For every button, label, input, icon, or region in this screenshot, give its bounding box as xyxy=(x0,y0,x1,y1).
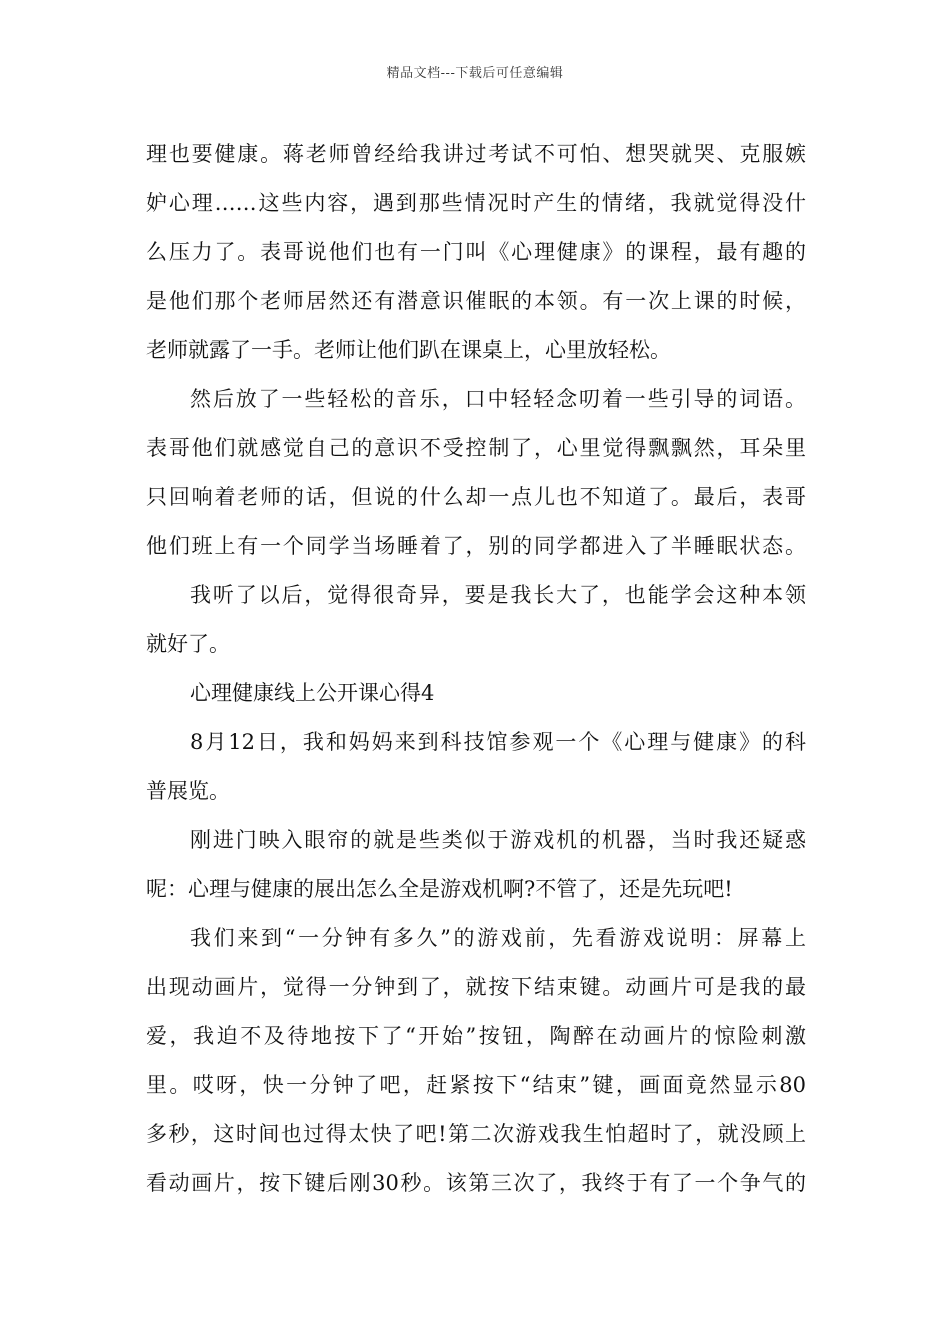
text-line: 只回响着老师的话，但说的什么却一点儿也不知道了。最后，表哥 xyxy=(146,485,806,509)
text-line: 心理健康线上公开课心得4 xyxy=(190,681,435,705)
text-line: 呢：心理与健康的展出怎么全是游戏机啊?不管了，还是先玩吧! xyxy=(146,877,733,901)
text-line: 理也要健康。蒋老师曾经给我讲过考试不可怕、想哭就哭、克服嫉 xyxy=(146,142,806,166)
text-line: 普展览。 xyxy=(146,779,230,803)
text-line: 他们班上有一个同学当场睡着了，别的同学都进入了半睡眠状态。 xyxy=(146,534,806,558)
text-line: 爱，我迫不及待地按下了“开始”按钮，陶醉在动画片的惊险刺激 xyxy=(146,1024,806,1048)
text-line: 8月12日，我和妈妈来到科技馆参观一个《心理与健康》的科 xyxy=(190,730,806,754)
text-line: 刚进门映入眼帘的就是些类似于游戏机的机器，当时我还疑惑 xyxy=(190,828,806,852)
text-line: 是他们那个老师居然还有潜意识催眠的本领。有一次上课的时候， xyxy=(146,289,806,313)
text-line: 多秒，这时间也过得太快了吧!第二次游戏我生怕超时了，就没顾上 xyxy=(146,1122,806,1146)
page-header: 精品文档---下载后可任意编辑 xyxy=(386,66,564,81)
text-line: 表哥他们就感觉自己的意识不受控制了，心里觉得飘飘然，耳朵里 xyxy=(146,436,806,460)
text-line: 出现动画片，觉得一分钟到了，就按下结束键。动画片可是我的最 xyxy=(146,975,806,999)
document-body xyxy=(146,130,806,1208)
text-line: 我听了以后，觉得很奇异，要是我长大了，也能学会这种本领 xyxy=(190,583,806,607)
text-line: 我们来到“一分钟有多久”的游戏前，先看游戏说明：屏幕上 xyxy=(190,926,806,950)
text-line: 妒心理……这些内容，遇到那些情况时产生的情绪，我就觉得没什 xyxy=(146,191,806,215)
text-line: 老师就露了一手。老师让他们趴在课桌上，心里放轻松。 xyxy=(146,338,671,362)
text-line: 里。哎呀，快一分钟了吧，赶紧按下“结束”键，画面竟然显示80 xyxy=(146,1073,806,1097)
text-line: 然后放了一些轻松的音乐，口中轻轻念叨着一些引导的词语。 xyxy=(190,387,806,411)
text-line: 就好了。 xyxy=(146,632,230,656)
text-line: 么压力了。表哥说他们也有一门叫《心理健康》的课程，最有趣的 xyxy=(146,240,806,264)
text-line: 看动画片，按下键后刚30秒。该第三次了，我终于有了一个争气的 xyxy=(146,1171,806,1195)
